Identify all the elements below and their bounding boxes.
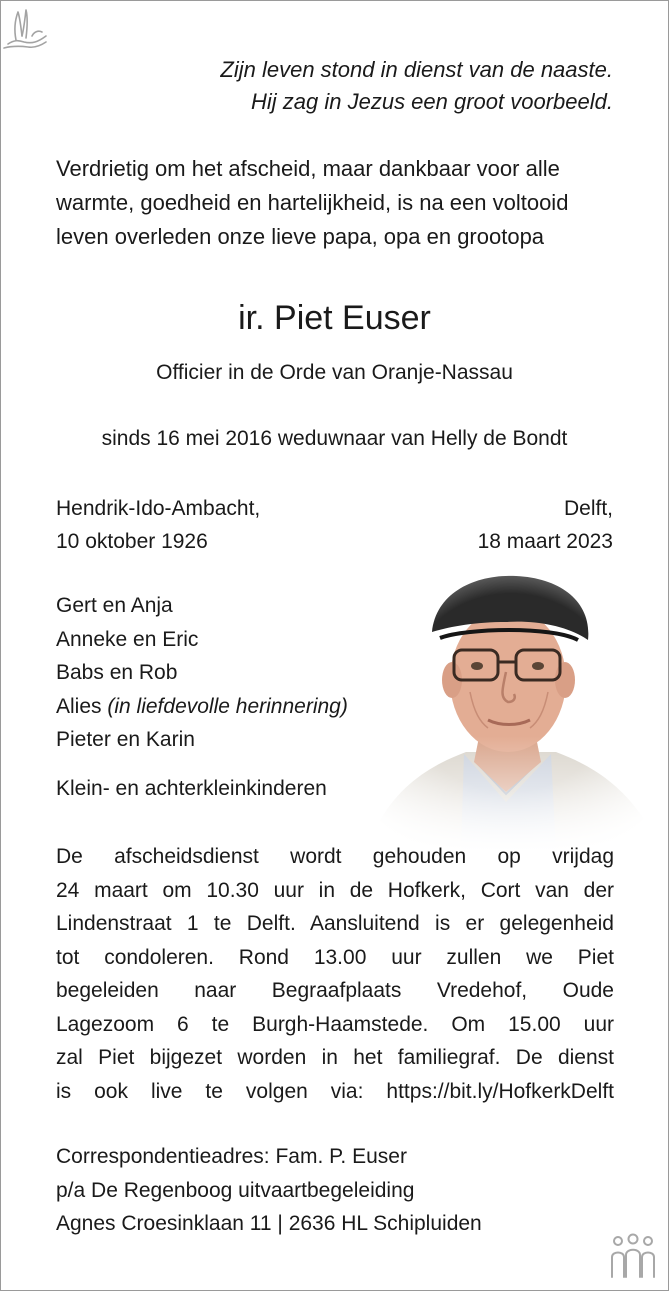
intro-line: leven overleden onze lieve papa, opa en grootopa	[56, 224, 545, 249]
memorial-note: (in liefdevolle herinnering)	[107, 694, 348, 718]
service-text	[56, 840, 614, 1108]
birth-place: Hendrik-Ido-Ambacht,	[56, 497, 261, 520]
family-member: Babs en Rob	[56, 661, 178, 684]
service-line: De afscheidsdienst wordt gehouden op vrijdag	[56, 845, 614, 868]
family-member: Pieter en Karin	[56, 728, 195, 751]
death-block	[478, 492, 613, 558]
family-member: Gert en Anja	[56, 594, 173, 617]
address-line: Correspondentieadres: Fam. P. Euser	[56, 1145, 407, 1168]
intro-line: Verdrietig om het afscheid, maar dankbaar voor alle	[56, 156, 560, 181]
address-line: Agnes Croesinklaan 11 | 2636 HL Schipluiden	[56, 1212, 482, 1235]
deceased-name: ir. Piet Euser	[238, 299, 431, 337]
death-place: Delft,	[563, 497, 613, 520]
service-line: begeleiden naar Begraafplaats Vredehof, Oude	[56, 979, 614, 1002]
family-member: Anneke en Eric	[56, 627, 199, 651]
service-line: is ook live te volgen via: https://bit.ly/HofkerkDelft	[56, 1079, 614, 1103]
portrait-photo	[356, 562, 666, 852]
motto-line-2: Hij zag in Jezus een groot voorbeeld.	[251, 89, 613, 114]
service-line: 24 maart om 10.30 uur in de Hofkerk, Cort van der	[56, 878, 614, 902]
family-list	[56, 589, 348, 757]
motto-line-1: Zijn leven stond in dienst van de naaste.	[220, 57, 613, 82]
service-line: tot condoleren. Rond 13.00 uur zullen we Piet	[56, 945, 614, 969]
motto	[220, 54, 613, 118]
praying-hands-icon	[2, 6, 50, 50]
service-line: Lagezoom 6 te Burgh-Haamstede. Om 15.00 uur	[56, 1012, 614, 1036]
family-group-icon	[608, 1233, 658, 1281]
family-member: Alies (in liefdevolle herinnering)	[56, 694, 348, 718]
birth-date: 10 oktober 1926	[56, 530, 208, 553]
grandchildren-line: Klein- en achterkleinkinderen	[56, 777, 327, 800]
correspondence-address	[56, 1140, 482, 1241]
widow-line: sinds 16 mei 2016 weduwnaar van Helly de Bondt	[101, 427, 568, 450]
intro-line: warmte, goedheid en hartelijkheid, is na een voltooid	[56, 190, 569, 215]
death-date: 18 maart 2023	[477, 530, 613, 553]
birth-block	[56, 492, 260, 558]
intro-text	[56, 152, 618, 254]
honor-line: Officier in de Orde van Oranje-Nassau	[156, 361, 513, 384]
address-line: p/a De Regenboog uitvaartbegeleiding	[56, 1178, 415, 1202]
service-line: Lindenstraat 1 te Delft. Aansluitend is er gelegenheid	[56, 912, 614, 935]
service-line: zal Piet bijgezet worden in het familiegraf. De dienst	[56, 1046, 614, 1069]
